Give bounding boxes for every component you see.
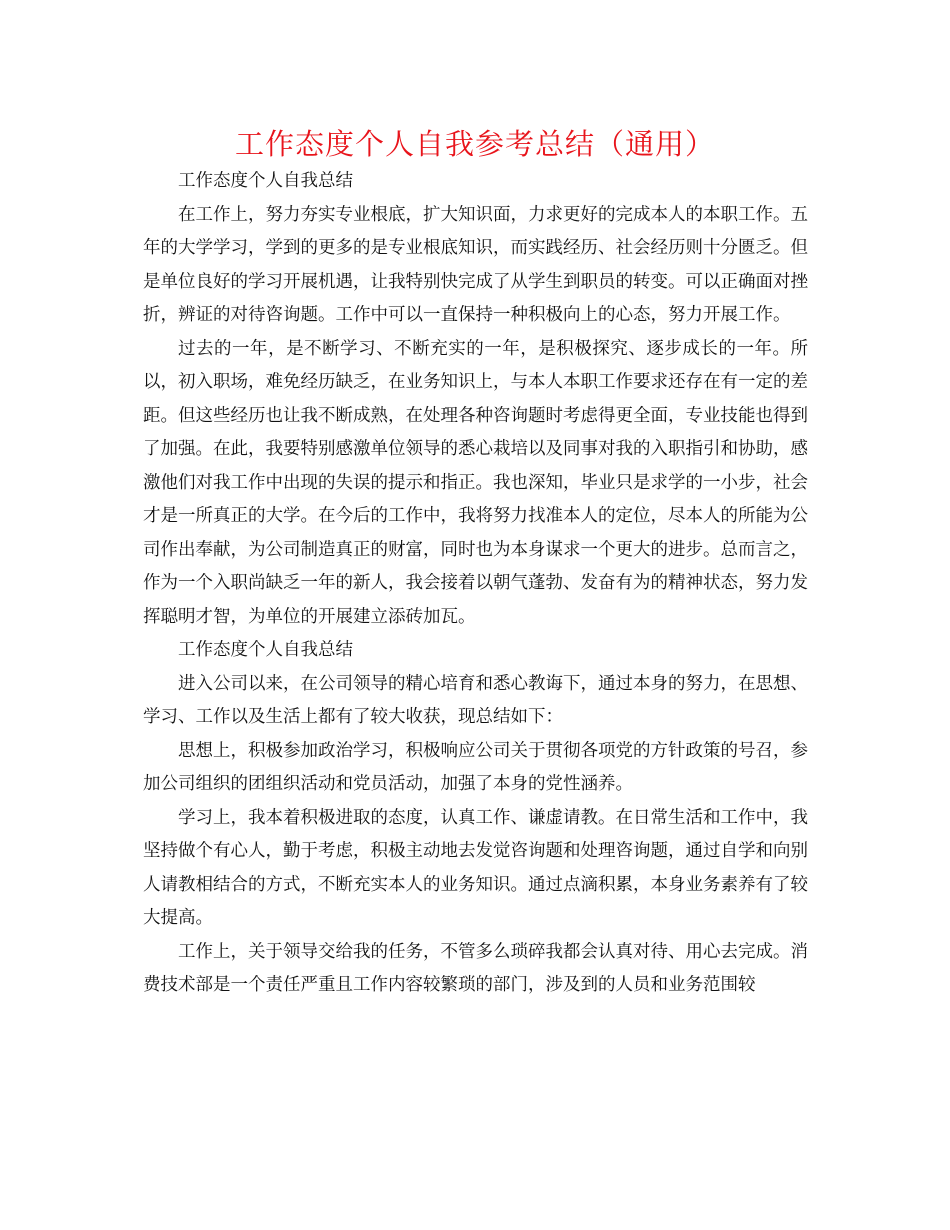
body-paragraph: 学习上，我本着积极进取的态度，认真工作、谦虚请教。在日常生活和工作中，我坚持做个有心人，勤于考虑，积极主动地去发觉咨询题和处理咨询题，通过自学和向别人请教相结合的方式，不断充实本人的业务知识。通过点滴积累，本身业务素养有了较大提高。 bbox=[143, 807, 808, 928]
body-paragraph: 工作上，关于领导交给我的任务，不管多么琐碎我都会认真对待、用心去完成。消费技术部是一个责任严重且工作内容较繁琐的部门，涉及到的人员和业务范围较 bbox=[143, 941, 808, 995]
body-paragraph: 思想上，积极参加政治学习，积极响应公司关于贯彻各项党的方针政策的号召，参加公司组织的团组织活动和党员活动，加强了本身的党性涵养。 bbox=[143, 740, 808, 794]
body-paragraph: 过去的一年，是不断学习、不断充实的一年，是积极探究、逐步成长的一年。所以，初入职场，难免经历缺乏，在业务知识上，与本人本职工作要求还存在有一定的差距。但这些经历也让我不断成熟，在处理各种咨询题时考虑得更全面，专业技能也得到了加强。在此，我要特别感激单位领导的悉心栽培以及同事对我的入职指引和协助，感激他们对我工作中出现的失误的提示和指正。我也深知，毕业只是求学的一小步，社会才是一所真正的大学。在今后的工作中，我将努力找准本人的定位，尽本人的所能为公司作出奉献，为公司制造真正的财富，同时也为本身谋求一个更大的进步。总而言之，作为一个入职尚缺乏一年的新人，我会接着以朝气蓬勃、发奋有为的精神状态，努力发挥聪明才智，为单位的开展建立添砖加瓦。 bbox=[143, 338, 808, 627]
document-title: 工作态度个人自我参考总结（通用） bbox=[234, 127, 715, 161]
section-heading: 工作态度个人自我总结 bbox=[178, 171, 353, 191]
body-paragraph: 进入公司以来，在公司领导的精心培育和悉心教诲下，通过本身的努力，在思想、学习、工作以及生活上都有了较大收获，现总结如下： bbox=[143, 673, 808, 727]
section-heading: 工作态度个人自我总结 bbox=[178, 640, 353, 660]
document-body bbox=[143, 165, 808, 1003]
body-paragraph: 在工作上，努力夯实专业根底，扩大知识面，力求更好的完成本人的本职工作。五年的大学学习，学到的更多的是专业根底知识，而实践经历、社会经历则十分匮乏。但是单位良好的学习开展机遇，让我特别快完成了从学生到职员的转变。可以正确面对挫折，辨证的对待咨询题。工作中可以一直保持一种积极向上的心态，努力开展工作。 bbox=[143, 204, 808, 325]
